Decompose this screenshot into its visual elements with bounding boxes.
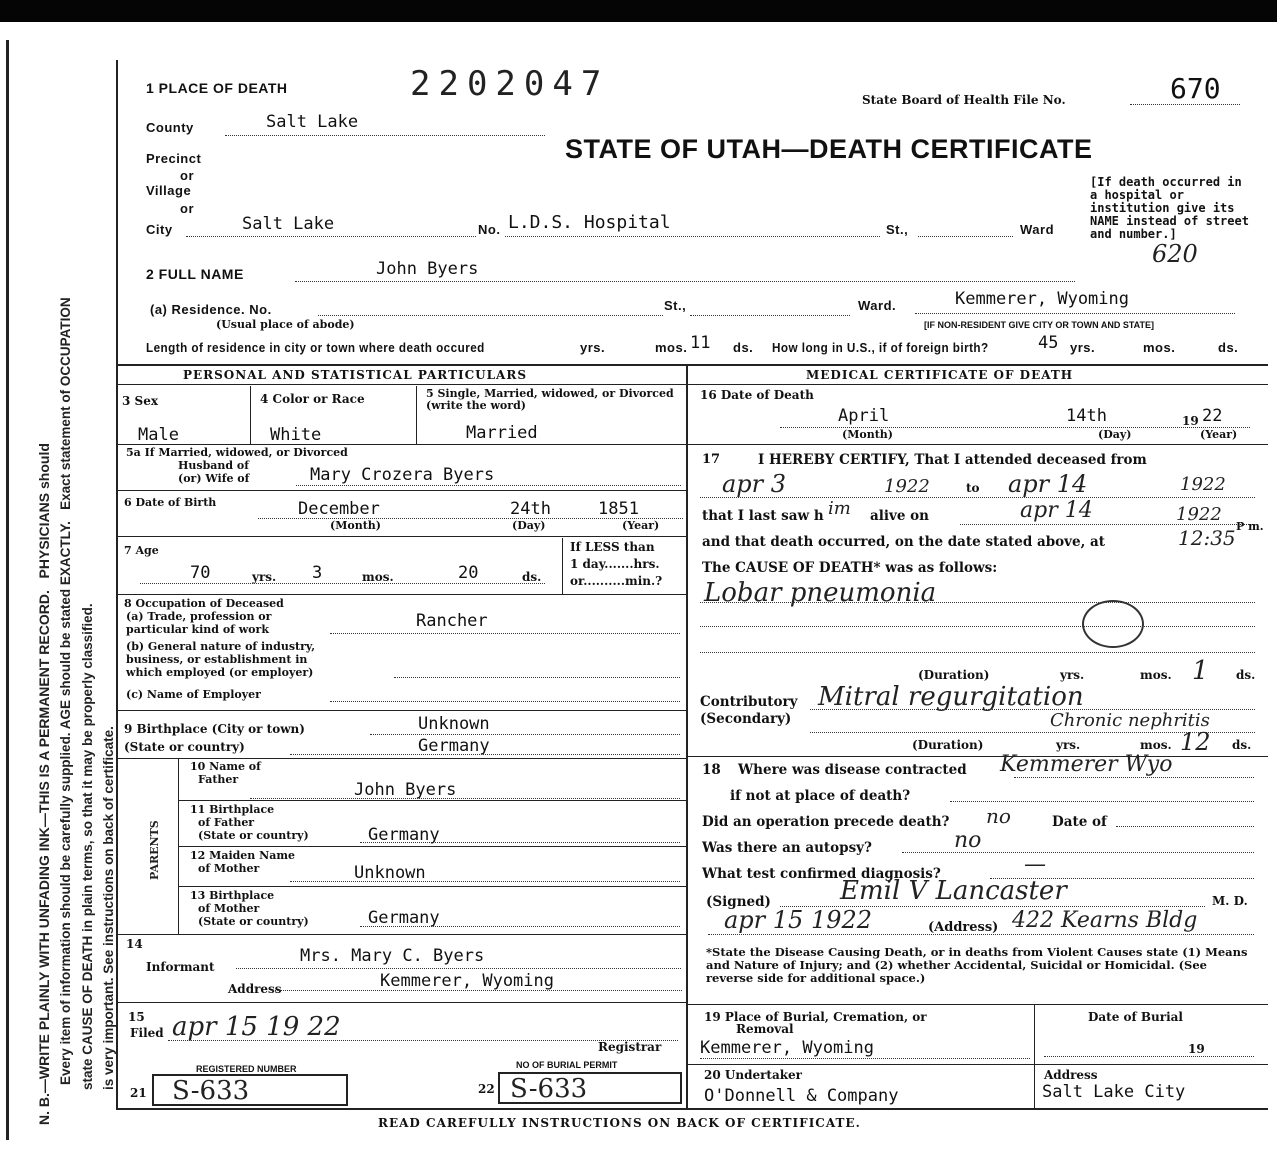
informant-line: [236, 968, 681, 969]
side-note-2: [58, 297, 73, 1085]
length-mos-label: mos.: [655, 340, 688, 355]
not-at-place-line: [950, 801, 1254, 802]
contracted-value: Kemmerer Wyo: [1000, 752, 1173, 777]
death-day-caption: (Day): [1098, 428, 1132, 441]
length-yrs-label: yrs.: [580, 340, 606, 355]
residence-st-line: [690, 315, 850, 316]
duration-1-value: 1: [1192, 656, 1209, 686]
spouse-label-2: Husband of: [178, 459, 249, 472]
mother-birth-label-3: (State or country): [198, 915, 309, 928]
birthplace-state: Germany: [418, 736, 490, 756]
ward-label: Ward: [1020, 222, 1055, 237]
death-time: 12:35: [1178, 526, 1236, 550]
row-line-5: [118, 710, 686, 711]
registrar-label: Registrar: [598, 1040, 662, 1054]
place-of-death-label: 1 PLACE OF DEATH: [146, 80, 288, 96]
side-note-1-text: N. B.—WRITE PLAINLY WITH UNFADING INK—THIS IS A PERMANENT RECORD.: [36, 590, 52, 1125]
side-note-4: is very important. See instructions on back of certificate.: [101, 726, 116, 1090]
medical-section-title: MEDICAL CERTIFICATE OF DEATH: [806, 368, 1074, 382]
burial-divider: [1034, 1004, 1035, 1108]
residence-no-line: [318, 315, 663, 316]
how-long-us-label: How long in U.S., if of foreign birth?: [772, 340, 989, 355]
city-value: Salt Lake: [242, 214, 335, 234]
not-at-place-label: if not at place of death?: [730, 788, 911, 804]
operation-label: Did an operation precede death?: [702, 814, 950, 830]
occupation-c: (c) Name of Employer: [126, 688, 261, 701]
father-birthplace: Germany: [368, 825, 440, 845]
mother-birth-label-2: of Mother: [198, 902, 260, 915]
side-note-1b-text: PHYSICIANS should: [36, 443, 52, 579]
if-less-1: If LESS than: [570, 540, 655, 554]
registered-number-value: S-633: [172, 1076, 250, 1106]
item-18: 18: [702, 762, 721, 778]
county-value: Salt Lake: [266, 112, 359, 132]
if-less-2: 1 day.......hrs.: [570, 557, 660, 571]
operation-value: no: [986, 804, 1011, 828]
contributory-value-2: Chronic nephritis: [1050, 710, 1210, 731]
state-note: *State the Disease Causing Death, or in deaths from Violent Causes state (1) Means and Nature of Injury; and (2) whether Accidental, Suicidal or Homicidal. (See reverse side for additional space.): [706, 945, 1248, 985]
occupation-value: Rancher: [416, 611, 488, 631]
mother-birth-line: [360, 926, 680, 927]
secondary-label: (Secondary): [700, 711, 792, 727]
color-divider: [416, 386, 417, 444]
burial-permit-box: [498, 1072, 682, 1104]
burial-label-1: 19 Place of Burial, Cremation, or: [704, 1010, 927, 1024]
age-days: 20: [458, 563, 479, 583]
signed-address-label: (Address): [928, 920, 999, 935]
mother-line: [290, 881, 680, 882]
us-yrs-label: yrs.: [1070, 340, 1096, 355]
autopsy-label: Was there an autopsy?: [702, 840, 872, 856]
if-less-3: or..........min.?: [570, 574, 663, 588]
medical-row-line-1: [686, 444, 1268, 445]
dob-label: 6 Date of Birth: [124, 496, 217, 509]
village-label: Village: [146, 183, 192, 198]
full-name-value: John Byers: [376, 259, 479, 279]
city-label: City: [146, 222, 173, 237]
color-label: 4 Color or Race: [260, 392, 365, 406]
us-years-value: 45: [1038, 333, 1059, 353]
row-line-10: [118, 934, 686, 935]
medical-row-line-4: [686, 1064, 1268, 1065]
parents-side-label: PARENTS: [148, 820, 161, 880]
death-month-caption: (Month): [842, 428, 893, 441]
attended-line: [700, 497, 1255, 498]
row-line-11: [118, 1002, 686, 1003]
death-year: 22: [1202, 406, 1223, 426]
operation-date-label: Date of: [1052, 814, 1107, 830]
test-value: —: [1024, 852, 1046, 877]
sex-divider: [250, 386, 251, 444]
hospital-note: [If death occurred in a hospital or institution give its NAME instead of street and number.]: [1090, 175, 1249, 241]
undertaker-value: O'Donnell & Company: [704, 1086, 899, 1106]
father-birth-label-3: (State or country): [198, 829, 309, 842]
residence-st-label: St.,: [664, 298, 687, 313]
mother-label-1: 12 Maiden Name: [190, 849, 295, 862]
signed-label: (Signed): [706, 894, 771, 910]
st-line: [918, 236, 1013, 237]
item-17: 17: [702, 452, 721, 467]
instructions-footer: READ CAREFULLY INSTRUCTIONS ON BACK OF CERTIFICATE.: [378, 1116, 861, 1130]
birthplace-label-2: (State or country): [124, 740, 245, 754]
row-line-4: [118, 594, 686, 595]
age-line: [140, 583, 545, 584]
dob-year-caption: (Year): [622, 519, 660, 532]
medical-title-line: [686, 384, 1268, 385]
father-birth-label-2: of Father: [198, 816, 255, 829]
burial-permit-label: NO OF BURIAL PERMIT: [516, 1060, 618, 1070]
death-occurred-label: and that death occurred, on the date stated above, at: [702, 534, 1106, 550]
dob-month-caption: (Month): [330, 519, 381, 532]
mother-birthplace: Germany: [368, 908, 440, 928]
residence-line: [915, 313, 1235, 314]
county-line: [225, 135, 545, 136]
age-mos-label: mos.: [362, 570, 394, 584]
duration-2-yrs: yrs.: [1056, 738, 1081, 752]
age-divider: [562, 538, 563, 594]
item-15: 15: [128, 1010, 145, 1024]
side-note-3: state CAUSE OF DEATH in plain terms, so that it may be properly classified.: [80, 603, 95, 1090]
sex-value: Male: [138, 425, 179, 445]
occupation-label: 8 Occupation of Deceased: [124, 597, 284, 610]
occupation-b3: which employed (or employer): [126, 666, 314, 679]
duration-2-ds: ds.: [1232, 738, 1252, 752]
birthplace-city: Unknown: [418, 714, 490, 734]
center-divider: [686, 364, 688, 1109]
informant-value: Mrs. Mary C. Byers: [300, 946, 485, 966]
duration-2-mos: mos.: [1140, 738, 1172, 752]
spouse-label-3: (or) Wife of: [178, 472, 250, 485]
birthplace-label-1: 9 Birthplace (City or town): [124, 722, 305, 736]
scan-top-border: [0, 0, 1277, 22]
pm-label: P m.: [1236, 520, 1264, 533]
father-birth-label-1: 11 Birthplace: [190, 803, 275, 816]
or-label-2: or: [180, 201, 194, 216]
usual-place-label: (Usual place of abode): [216, 318, 355, 331]
signed-address-line: [708, 934, 1254, 935]
age-months: 3: [312, 563, 323, 583]
father-birth-line: [360, 842, 680, 843]
dob-line: [258, 518, 683, 519]
duration-1-label: (Duration): [918, 668, 990, 682]
row-line-1: [118, 444, 686, 445]
file-no: 670: [1170, 72, 1221, 105]
spouse-label-1: 5a If Married, widowed, or Divorced: [126, 446, 348, 459]
contributory-line-1: [810, 709, 1255, 710]
city-line: [186, 236, 476, 237]
spouse-value: Mary Crozera Byers: [310, 465, 495, 485]
contracted-line: [1014, 777, 1254, 778]
attended-from-year: 1922: [884, 476, 930, 497]
undertaker-address-label: Address: [1044, 1068, 1098, 1082]
sex-label: 3 Sex: [122, 394, 158, 408]
file-no-label: State Board of Health File No.: [862, 93, 1066, 107]
spouse-line: [296, 485, 681, 486]
him-handwritten: im: [828, 498, 851, 519]
md-label: M. D.: [1212, 894, 1248, 908]
operation-date-line: [1116, 826, 1254, 827]
full-name-line: [295, 281, 1075, 282]
date-of-death-label: 16 Date of Death: [700, 388, 814, 402]
medical-row-line-2: [686, 756, 1268, 757]
alive-line: [960, 524, 1255, 525]
signed-date: apr 15 1922: [724, 906, 873, 934]
filed-handwritten: apr 15 19 22: [172, 1012, 341, 1042]
attended-from: apr 3: [722, 470, 787, 498]
registered-number-label: REGISTERED NUMBER: [196, 1064, 297, 1074]
informant-address-label: Address: [228, 982, 282, 996]
dob-day: 24th: [510, 499, 551, 519]
cause-value: Lobar pneumonia: [704, 578, 937, 608]
alive-on-date: apr 14: [1020, 498, 1093, 523]
autopsy-line: [902, 852, 1254, 853]
death-month: April: [838, 406, 890, 426]
age-yrs-label: yrs.: [252, 570, 277, 584]
certificate-title: STATE OF UTAH—DEATH CERTIFICATE: [565, 134, 1093, 164]
nonresident-note: [IF NON-RESIDENT GIVE CITY OR TOWN AND STATE]: [924, 320, 1155, 330]
or-label-1: or: [180, 168, 194, 183]
age-label: 7 Age: [124, 544, 159, 557]
side-note-1: [36, 443, 52, 1125]
file-no-line: [1130, 104, 1240, 105]
personal-title-line: [118, 384, 686, 385]
attended-to-year: 1922: [1180, 474, 1226, 495]
father-label-1: 10 Name of: [190, 760, 261, 773]
stamped-number: 2202047: [410, 64, 610, 104]
residence-value: Kemmerer, Wyoming: [955, 289, 1129, 309]
burial-date-line: [1044, 1056, 1254, 1057]
no-label: No.: [478, 222, 501, 237]
hospital-value: L.D.S. Hospital: [508, 212, 671, 233]
item-21: 21: [130, 1086, 147, 1100]
row-line-2: [118, 490, 686, 491]
row-line-8: [178, 846, 686, 847]
last-saw-label: that I last saw h: [702, 508, 824, 524]
left-border: [116, 60, 118, 1110]
burial-place: Kemmerer, Wyoming: [700, 1038, 874, 1058]
informant-label: Informant: [146, 960, 215, 974]
father-label-2: Father: [198, 773, 239, 786]
test-label: What test confirmed diagnosis?: [702, 866, 941, 882]
burial-label-2: Removal: [736, 1022, 794, 1036]
autopsy-value: no: [954, 828, 982, 853]
length-ds-label: ds.: [733, 340, 754, 355]
cause-line-1: [700, 602, 1255, 603]
bottom-border: [118, 1108, 1268, 1110]
father-value: John Byers: [354, 780, 457, 800]
filed-label: Filed: [130, 1026, 164, 1040]
row-line-9: [178, 886, 686, 887]
alive-on-label: alive on: [870, 508, 929, 524]
contributory-label: Contributory: [700, 694, 798, 710]
to-label: to: [966, 481, 980, 495]
row-line-3: [118, 536, 686, 537]
duration-2-value: 12: [1180, 728, 1211, 756]
medical-row-line-3: [686, 1004, 1268, 1005]
color-value: White: [270, 425, 322, 445]
occupation-b1: (b) General nature of industry,: [126, 640, 316, 653]
duration-1-mos: mos.: [1140, 668, 1172, 682]
handwritten-620: 620: [1152, 240, 1198, 268]
marital-value: Married: [466, 423, 538, 443]
signature: Emil V Lancaster: [840, 876, 1067, 906]
birthplace-line-2: [290, 754, 680, 755]
duration-1-ds: ds.: [1236, 668, 1256, 682]
occupation-b2: business, or establishment in: [126, 653, 308, 666]
burial-permit-value: S-633: [510, 1074, 588, 1104]
item-14: 14: [126, 937, 143, 951]
occupation-line: [330, 633, 680, 634]
residence-label: (a) Residence. No.: [150, 302, 272, 317]
death-year-prefix: 19: [1182, 414, 1199, 428]
marital-label: 5 Single, Married, widowed, or Divorced (write the word): [426, 387, 674, 412]
death-day: 14th: [1066, 406, 1107, 426]
mother-value: Unknown: [354, 863, 426, 883]
full-name-label: 2 FULL NAME: [146, 266, 244, 282]
st-label: St.,: [886, 222, 909, 237]
duration-2-label: (Duration): [912, 738, 984, 752]
alive-on-year: 1922: [1176, 504, 1222, 525]
cause-circle-mark: [1082, 600, 1144, 648]
occupation-a1: (a) Trade, profession or: [126, 610, 272, 623]
length-mos-value: 11: [690, 333, 711, 353]
residence-ward-label: Ward.: [858, 298, 897, 313]
cause-line-3: [700, 652, 1255, 653]
us-ds-label: ds.: [1218, 340, 1239, 355]
section-divider: [118, 364, 1268, 366]
undertaker-address: Salt Lake City: [1042, 1082, 1186, 1102]
dob-month: December: [298, 499, 380, 519]
registered-number-box: [152, 1074, 348, 1106]
county-label: County: [146, 120, 194, 135]
contracted-label: Where was disease contracted: [738, 762, 967, 778]
duration-1-yrs: yrs.: [1060, 668, 1085, 682]
attended-to: apr 14: [1008, 470, 1088, 498]
father-line: [250, 798, 680, 799]
burial-place-line: [700, 1058, 1030, 1059]
side-note-2b-text: Exact statement of OCCUPATION: [58, 297, 73, 510]
precinct-label: Precinct: [146, 151, 202, 166]
cause-label: The CAUSE OF DEATH* was as follows:: [702, 560, 998, 576]
mother-label-2: of Mother: [198, 862, 260, 875]
row-line-7: [178, 800, 686, 801]
age-ds-label: ds.: [522, 570, 542, 584]
certify-text: I HEREBY CERTIFY, That I attended deceased from: [758, 452, 1147, 468]
death-year-caption: (Year): [1200, 428, 1238, 441]
row-line-6: [118, 758, 686, 759]
contributory-value-1: Mitral regurgitation: [818, 682, 1084, 712]
signed-address: 422 Kearns Bldg: [1012, 908, 1198, 933]
cause-line-2: [700, 626, 1255, 627]
informant-address-line: [272, 990, 682, 991]
dob-day-caption: (Day): [512, 519, 546, 532]
burial-date-label: Date of Burial: [1088, 1010, 1183, 1024]
personal-section-title: PERSONAL AND STATISTICAL PARTICULARS: [183, 368, 528, 382]
birthplace-line-1: [370, 734, 680, 735]
occupation-a2: particular kind of work: [126, 623, 269, 636]
employer-line: [330, 701, 680, 702]
no-line: [505, 236, 880, 237]
undertaker-label: 20 Undertaker: [704, 1068, 803, 1082]
dob-year: 1851: [598, 499, 639, 519]
age-years: 70: [190, 563, 211, 583]
burial-year-label: 19: [1188, 1042, 1205, 1056]
mother-birth-label-1: 13 Birthplace: [190, 889, 275, 902]
item-22: 22: [478, 1082, 495, 1096]
side-note-2-text: Every item of information should be carefully supplied. AGE should be stated EXACTLY.: [58, 521, 73, 1085]
length-residence-label: Length of residence in city or town where death occured: [146, 340, 485, 355]
informant-address: Kemmerer, Wyoming: [380, 971, 554, 991]
occupation-b-line: [394, 677, 680, 678]
us-mos-label: mos.: [1143, 340, 1176, 355]
